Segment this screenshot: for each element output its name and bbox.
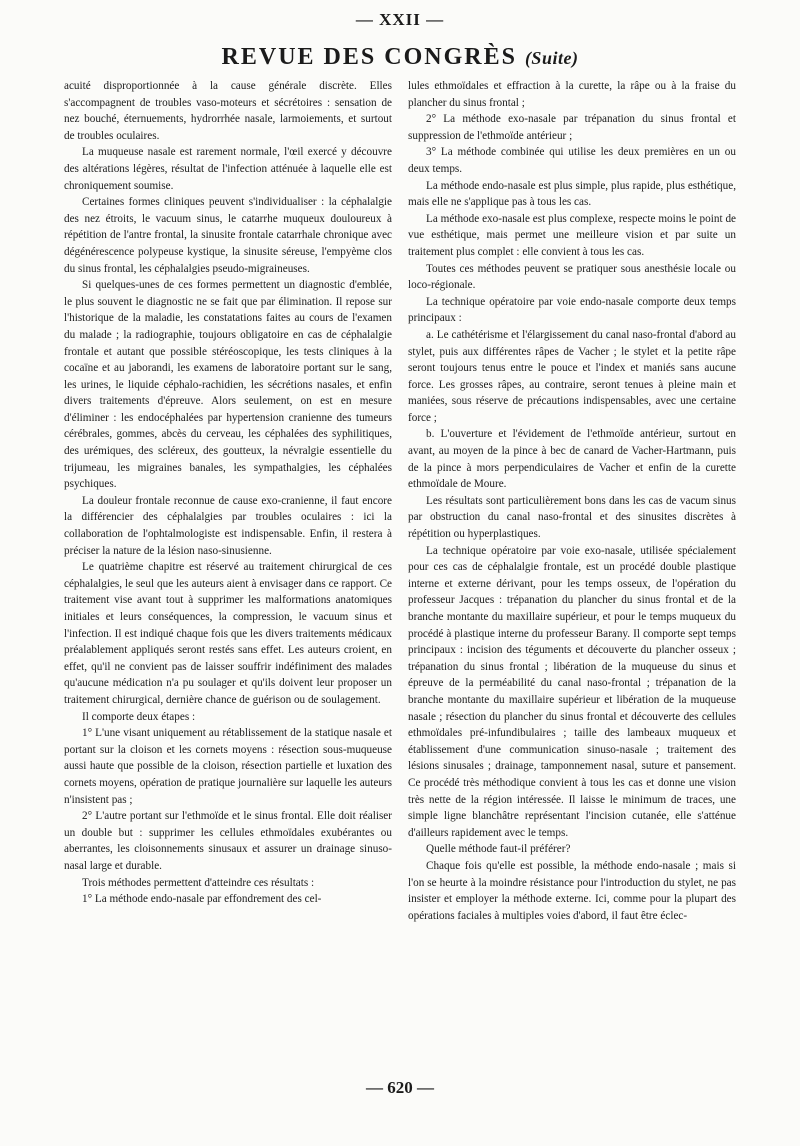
paragraph: La méthode exo-nasale est plus complexe, respecte moins le point de vue esthétique, mais permet une meilleure vision et par suite un traitement plus complet : elle convient à tous les cas. — [408, 212, 736, 258]
paragraph: Il comporte deux étapes : — [82, 710, 196, 723]
paragraph: La technique opératoire par voie exo-nasale, utilisée spécialement pour ces cas de céphalalgie frontale, est un procédé double plastique interne et externe dérivant, pour les temps osseux, de l'opération du professeur Jacques : trépanation du plancher du sinus frontal et de la branche montante du maxillaire supérieur, et pour le temps muqueux du procédé à plastique interne du professeur Barany. Il comporte sept temps principaux : incision des téguments et découverte du plancher osseux ; trépanation du sinus frontal ; libération de la muqueuse du sinus et épreuve de la perméabilité du canal naso-frontal ; trépanation de la branche montante du maxillaire supérieur et libération de la muqueuse nasale ; résection du plancher du sinus frontal et découverte des cellules ethmoïdales pré-infundibulaires ; taille des lambeaux muqueux et établissement d'une communication sinuso-nasale ; traitement des lésions sinusales ; drainage, tamponnement nasal, suture et pansement. Ce procédé très méthodique convient à tous les cas et donne une vision très nette de la région intéressée. Il laisse le minimum de traces, une simple ligne blanchâtre représentant l'incision cutanée, elle s'atténue d'ailleurs rapidement avec le temps. — [408, 544, 736, 839]
paragraph: 3° La méthode combinée qui utilise les deux premières en un ou deux temps. — [408, 146, 736, 175]
right-column — [408, 78, 736, 924]
paragraph: lules ethmoïdales et effraction à la curette, la râpe ou à la fraise du plancher du sinus frontal ; — [408, 80, 736, 109]
paragraph: La méthode endo-nasale est plus simple, plus rapide, plus esthétique, mais elle ne s'applique pas à tous les cas. — [408, 179, 736, 209]
paragraph: La muqueuse nasale est rarement normale, l'œil exercé y découvre des altérations légères, résultat de l'infection atténuée à laquelle elle est chroniquement soumise. — [64, 146, 392, 192]
paragraph: Quelle méthode faut-il préférer? — [426, 843, 571, 856]
paragraph: La technique opératoire par voie endo-nasale comporte deux temps principaux : — [408, 295, 736, 325]
paragraph: Chaque fois qu'elle est possible, la méthode endo-nasale ; mais si l'on se heurte à la moindre résistance pour l'introduction du stylet, ne pas insister et employer la méthode externe. Ici, comme pour la plupart des opérations faciales à multiples voies d'abord, il faut être éclec- — [408, 859, 736, 922]
paragraph: Le quatrième chapitre est réservé au traitement chirurgical de ces céphalalgies, le seul que les auteurs aient à envisager dans ce rapport. Ce traitement vise avant tout à supprimer les malformations anatomiques initiales et leurs conséquences, la compression, le vacuum sinus et l'infection. Il est indiqué chaque fois que les divers traitements médicaux préalablement appliqués seront restés sans effet. Les auteurs croient, en effet, qu'il ne convient pas de laisser souffrir indéfiniment des malades qu'aucune médication n'a pu soulager et qu'ils doivent leur proposer un traitement chirurgical, dernière chance de guérison ou de soulagement. — [64, 561, 392, 706]
roman-page-number: — XXII — — [355, 10, 445, 29]
title-suffix: (Suite) — [524, 48, 579, 68]
paragraph: Les résultats sont particulièrement bons dans les cas de vacum sinus par obstruction du canal naso-frontal et des sinusites discrètes à répétition ou hyperplastiques. — [408, 494, 736, 541]
paragraph: a. Le cathétérisme et l'élargissement du canal naso-frontal d'abord au stylet, puis aux différentes râpes de Vacher ; le stylet et la petite râpe seront toujours tenus entre le pouce et l'index et maniés sans aucune force. Les grosses râpes, au contraire, seront tenues à pleine main et maniées, sous réserve de précautions indispensables, avec une certaine force ; — [408, 328, 736, 424]
running-header — [0, 44, 800, 71]
paragraph: Toutes ces méthodes peuvent se pratiquer sous anesthésie locale ou loco-régionale. — [408, 262, 736, 292]
paragraph: Si quelques-unes de ces formes permettent un diagnostic d'emblée, le plus souvent le diagnostic ne se fait que par élimination. Il repose sur l'historique de la maladie, les constatations faites au cours de l'examen du malade ; la radiographie, toujours obligatoire en cas de céphalalgie frontale et autant que possible stéréoscopique, les tests cliniques à la cocaïne et au jaborandi, les examens de laboratoire portant sur le sang, les urines, le liquide céphalo-rachidien, les sécrétions nasales, et enfin divers traitements d'épreuve. Alors seulement, on est en mesure d'éliminer : les endocéphalées par hypertension cranienne des tumeurs cérébrales, gommes, abcès du cerveau, les céphalées des syphilitiques, des urémiques, des scléreux, des goutteux, la névralgie essentielle du trijumeau, les migraines banales, les sympathalgies, les céphalées psychiques. — [64, 279, 392, 491]
page-number: — 620 — — [366, 1078, 434, 1097]
paragraph: b. L'ouverture et l'évidement de l'ethmoïde antérieur, surtout en avant, au moyen de la pince à bec de canard de Vacher-Hartmann, puis de la pince à mors perpendiculaires de Vacher et enfin de la curette ethmoïdale de Moure. — [408, 428, 736, 491]
paragraph: La douleur frontale reconnue de cause exo-cranienne, il faut encore la différencier des céphalalgies par troubles oculaires : ici la collaboration de l'ophtalmologiste est indispensable. Enfin, il restera à préciser la nature de la lésion naso-sinusienne. — [64, 494, 392, 557]
paragraph: Certaines formes cliniques peuvent s'individualiser : la céphalalgie des nez étroits, le vacuum sinus, le catarrhe muqueux douloureux à répétition de l'antre frontal, la sinusite frontale catarrhale chronique avec dégénérescence polypeuse kystique, la sinusite séreuse, l'empyème clos du sinus frontal, les céphalalgies pseudo-migraineuses. — [64, 196, 392, 275]
paragraph: acuité disproportionnée à la cause générale discrète. Elles s'accompagnent de troubles vaso-moteurs et sécrétoires : sensation de nez bouché, éternuements, hydrorrhée nasale, larmoiements, et surtout de troubles oculaires. — [64, 80, 392, 142]
paragraph: 2° La méthode exo-nasale par trépanation du sinus frontal et suppression de l'ethmoïde antérieur ; — [408, 113, 736, 142]
paragraph: 1° La méthode endo-nasale par effondrement des cel- — [82, 893, 322, 906]
paragraph: 1° L'une visant uniquement au rétablissement de la statique nasale et portant sur la cloison et les cornets moyens : résection sous-muqueuse aussi haute que possible de la cloison, résection partielle et luxation des cornets moyens, opération de pratique journalière sur laquelle les auteurs n'insistent pas ; — [64, 727, 392, 806]
paragraph: Trois méthodes permettent d'atteindre ces résultats : — [82, 876, 315, 889]
journal-title: REVUE DES CONGRÈS — [221, 44, 517, 70]
left-column — [64, 78, 392, 908]
paragraph: 2° L'autre portant sur l'ethmoïde et le sinus frontal. Elle doit réaliser un double but : supprimer les cellules ethmoïdales exubérantes ou aberrantes, les cloisonnements sinusaux et assurer un drainage sinuso-nasal large et durable. — [64, 810, 392, 872]
